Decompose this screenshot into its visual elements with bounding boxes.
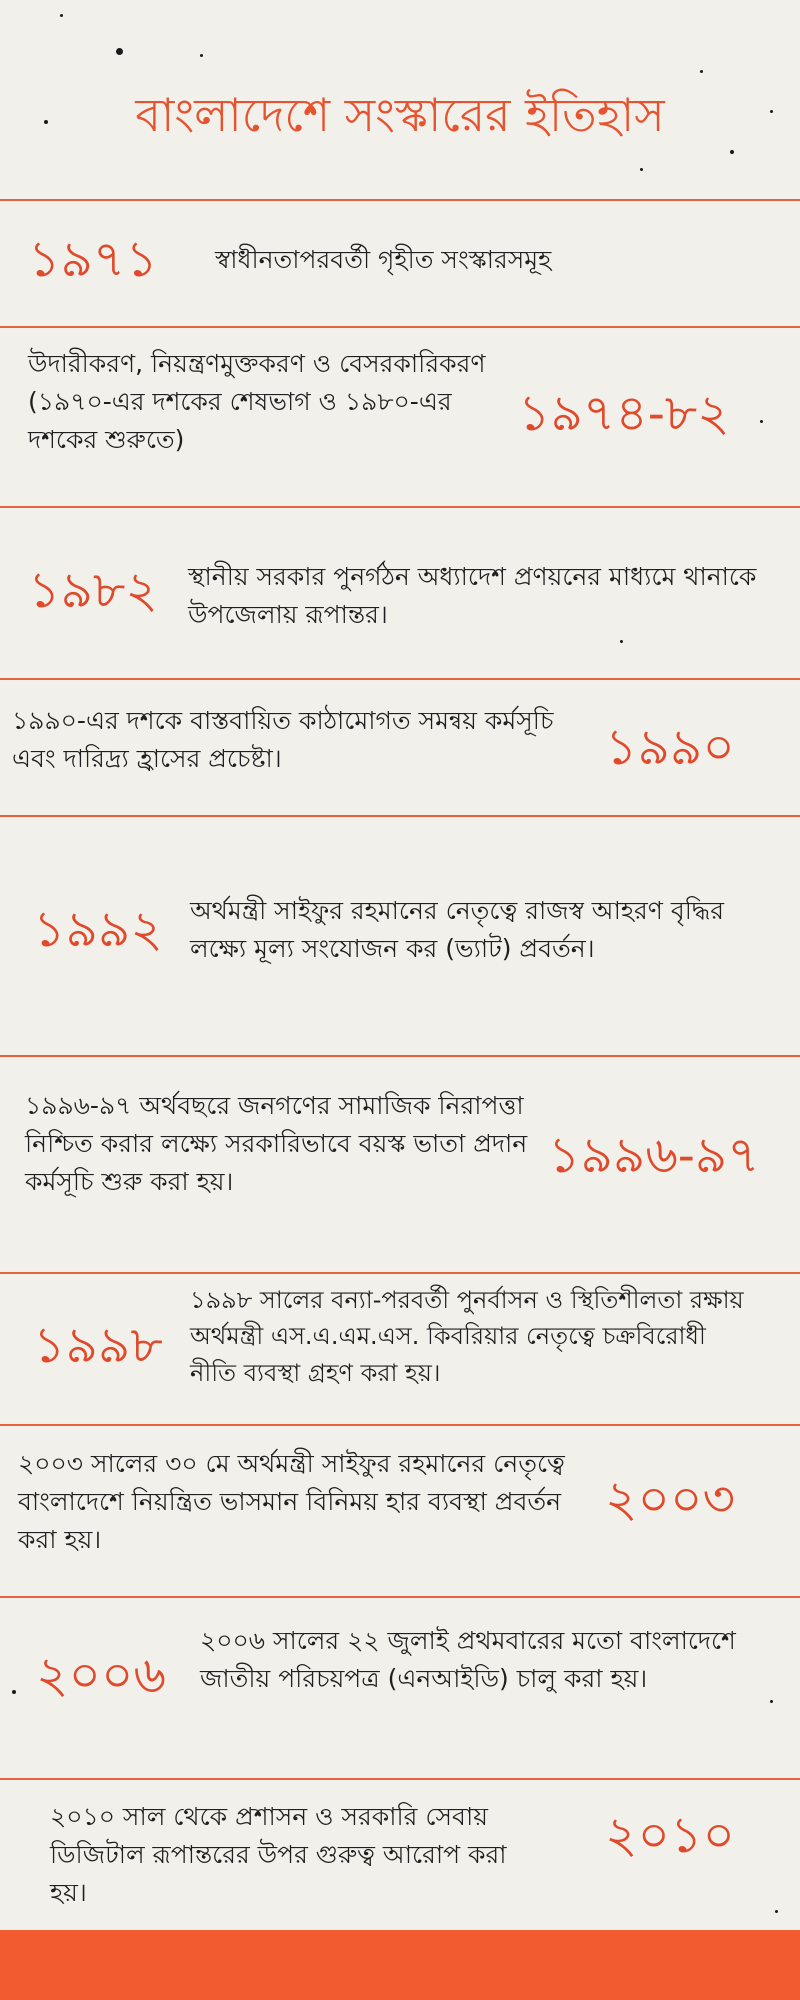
timeline-year: ১৯৯৬-৯৭ [548,1126,760,1184]
timeline-description: উদারীকরণ, নিয়ন্ত্রণমুক্তকরণ ও বেসরকারিকরণ (১৯৭০-এর দশকের শেষভাগ ও ১৯৮০-এর দশকের শুরুতে) [28,349,486,454]
timeline-year: ১৯৯৮ [33,1316,163,1374]
decorative-speck [775,1910,778,1913]
decorative-speck [200,54,203,57]
divider [0,506,800,508]
divider [0,1424,800,1426]
timeline-year: ২০১০ [605,1806,735,1864]
decorative-speck [700,70,703,73]
timeline-description: ২০১০ সাল থেকে প্রশাসন ও সরকারি সেবায় ডিজিটাল রূপান্তরের উপর গুরুত্ব আরোপ করা হয়। [50,1802,507,1907]
decorative-speck [640,168,643,171]
timeline-year: ১৯৮২ [28,561,158,619]
divider [0,1272,800,1274]
timeline-description: ২০০৬ সালের ২২ জুলাই প্রথমবারের মতো বাংলাদেশে জাতীয় পরিচয়পত্র (এনআইডি) চালু করা হয়। [200,1626,736,1693]
timeline-description: অর্থমন্ত্রী সাইফুর রহমানের নেতৃত্বে রাজস্ব আহরণ বৃদ্ধির লক্ষ্যে মূল্য সংযোজন কর (ভ্যাট) প্রবর্তন। [190,896,724,963]
timeline-year: ১৯৯০ [605,718,735,776]
footer-bar [0,1930,800,2000]
decorative-speck [760,420,763,423]
timeline-year: ১৯৯২ [33,900,163,958]
decorative-speck [730,150,734,154]
timeline-description: ২০০৩ সালের ৩০ মে অর্থমন্ত্রী সাইফুর রহমানের নেতৃত্বে বাংলাদেশে নিয়ন্ত্রিত ভাসমান বিনিময় হার ব্যবস্থা প্রবর্তন করা হয়। [18,1449,565,1554]
timeline-year: ২০০৬ [36,1646,167,1704]
divider [0,1778,800,1780]
divider [0,1055,800,1057]
decorative-speck [770,1700,773,1703]
timeline-description: ১৯৯৮ সালের বন্যা-পরবর্তী পুনর্বাসন ও স্থিতিশীলতা রক্ষায় অর্থমন্ত্রী এস.এ.এম.এস. কিবরিয়ার নেতৃত্বে চক্রবিরোধী নীতি ব্যবস্থা গ্রহণ করা হয়। [190,1286,744,1387]
decorative-speck [60,14,63,17]
divider [0,678,800,680]
divider [0,1596,800,1598]
decorative-speck [116,48,123,55]
timeline-year: ১৯৭১ [28,230,158,288]
timeline-description: স্বাধীনতাপরবর্তী গৃহীত সংস্কারসমূহ [215,245,552,274]
timeline-year: ১৯৭৪-৮২ [518,384,730,442]
divider [0,326,800,328]
page-title: বাংলাদেশে সংস্কারের ইতিহাস [135,88,665,142]
timeline-year: ২০০৩ [605,1470,736,1528]
divider [0,199,800,201]
divider [0,815,800,817]
timeline-description: ১৯৯০-এর দশকে বাস্তবায়িত কাঠামোগত সমন্বয় কর্মসূচি এবং দারিদ্র্য হ্রাসের প্রচেষ্টা। [12,706,554,773]
timeline-description: স্থানীয় সরকার পুনর্গঠন অধ্যাদেশ প্রণয়নের মাধ্যমে থানাকে উপজেলায় রূপান্তর। [188,562,757,629]
timeline-description: ১৯৯৬-৯৭ অর্থবছরে জনগণের সামাজিক নিরাপত্তা নিশ্চিত করার লক্ষ্যে সরকারিভাবে বয়স্ক ভাতা প্রদান কর্মসূচি শুরু করা হয়। [25,1091,528,1196]
decorative-speck [620,640,623,643]
decorative-speck [12,1690,16,1694]
